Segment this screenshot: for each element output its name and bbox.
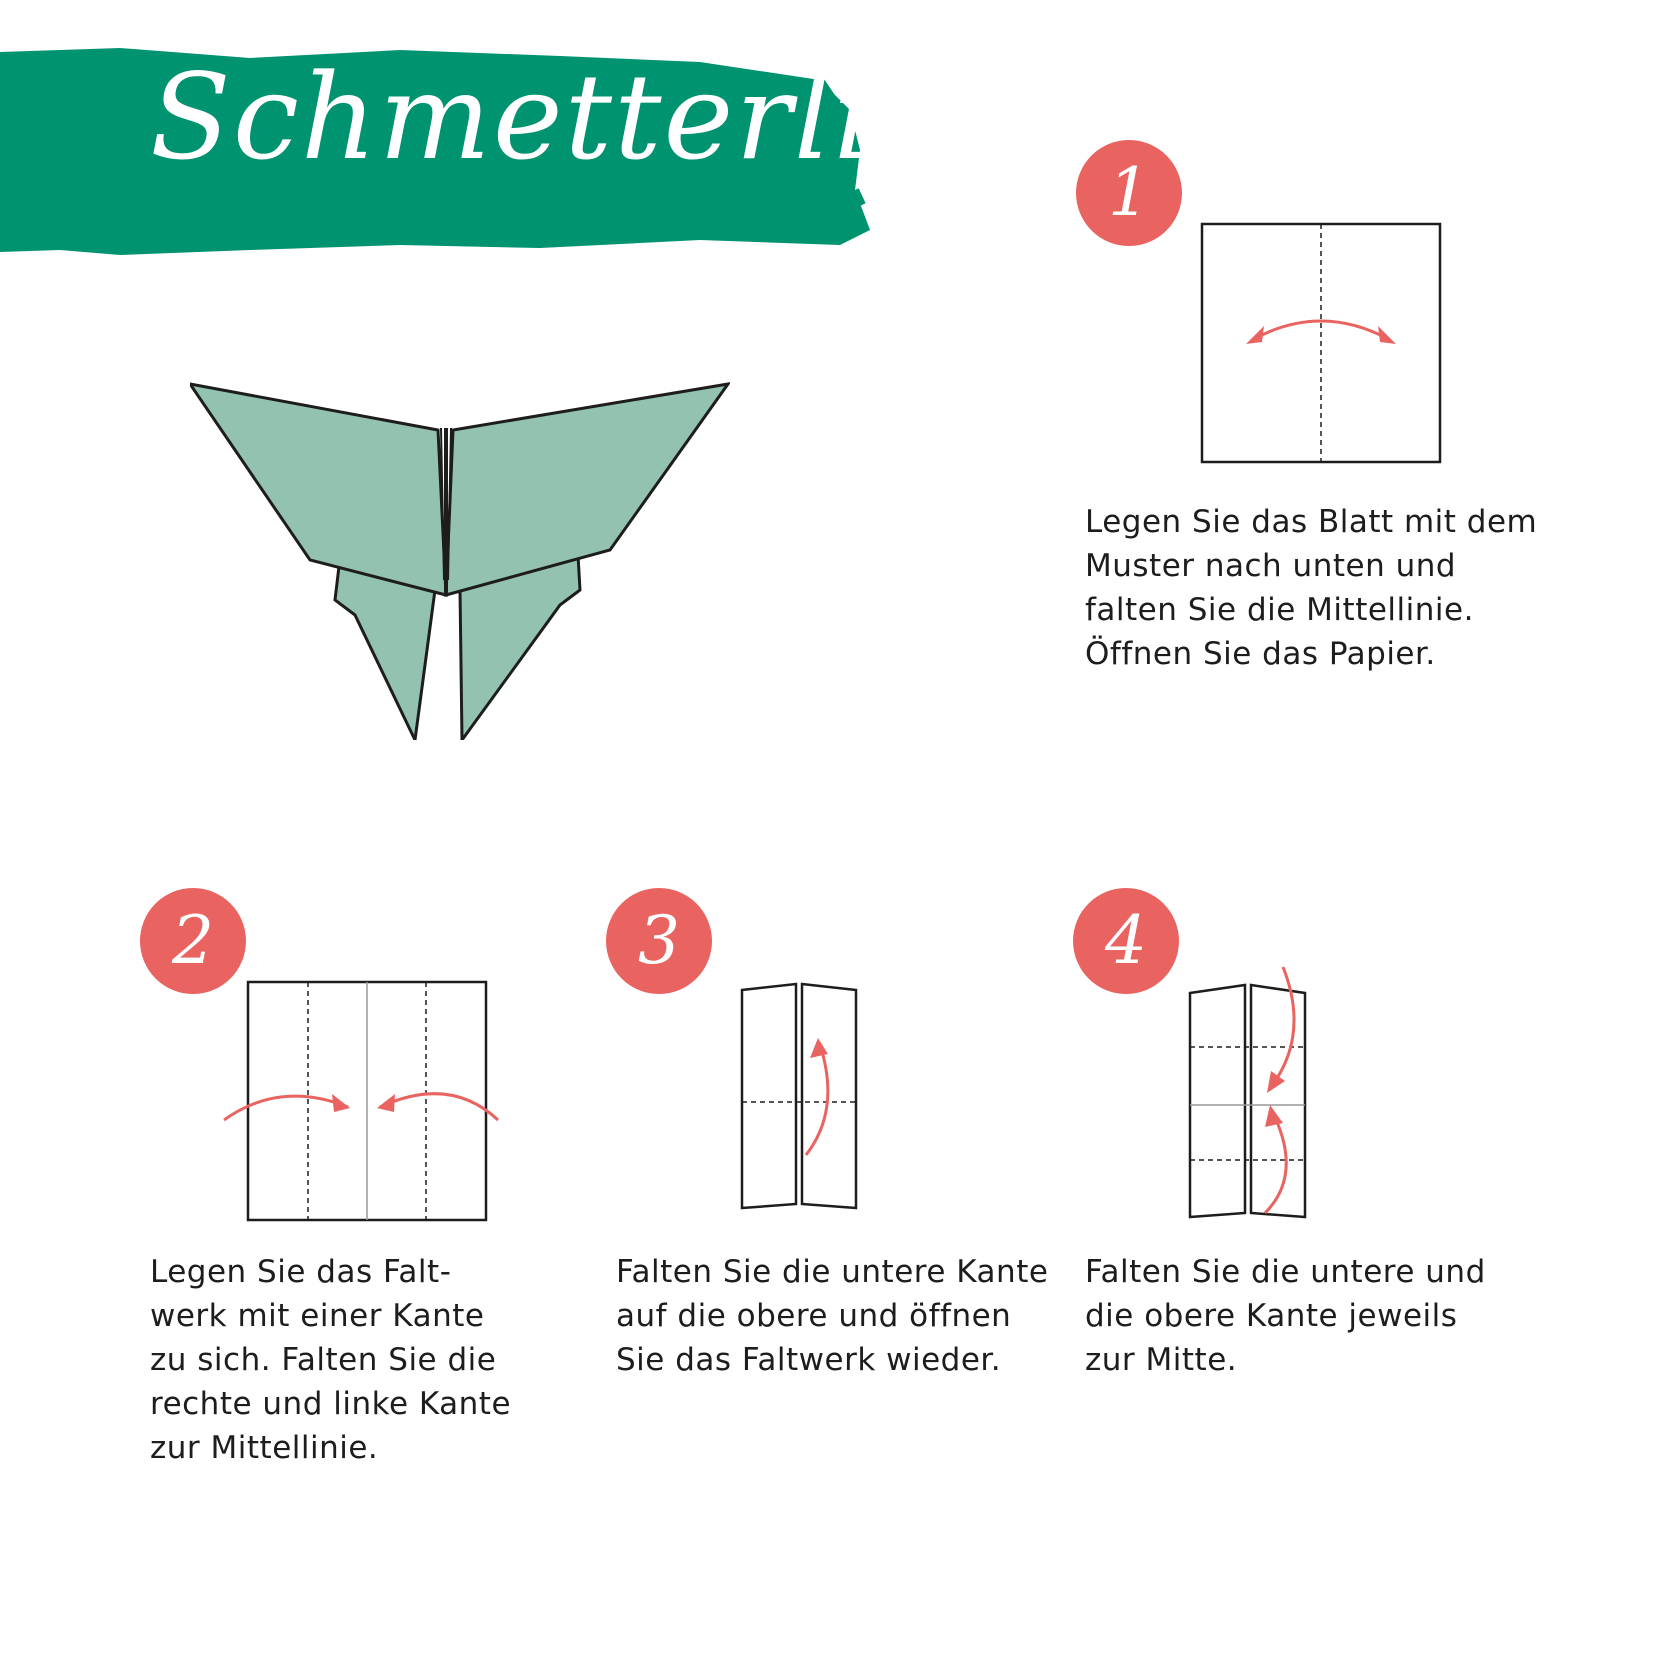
step-1-badge: 1: [1076, 140, 1182, 246]
step-3-text: Falten Sie die untere Kante auf die obere und öffnen Sie das Faltwerk wieder.: [616, 1254, 1049, 1378]
step-1-diagram: [1200, 222, 1450, 472]
step-4-badge: 4: [1073, 888, 1179, 994]
step-3-diagram: [736, 980, 866, 1220]
step-3-badge: 3: [606, 888, 712, 994]
butterfly-illustration: [190, 380, 730, 740]
page-title: Schmetterling: [150, 48, 1029, 186]
step-4-text: Falten Sie die untere und die obere Kante jeweils zur Mitte.: [1085, 1254, 1486, 1378]
step-2-diagram: [220, 980, 510, 1230]
step-1-text: Legen Sie das Blatt mit dem Muster nach unten und falten Sie die Mittellinie. Öffnen Sie das Papier.: [1085, 504, 1538, 672]
step-2-badge: 2: [140, 888, 246, 994]
step-4-diagram: [1185, 965, 1335, 1225]
upper-left-wing: [190, 384, 446, 595]
upper-right-wing: [446, 384, 728, 595]
step-2-text: Legen Sie das Falt- werk mit einer Kante zu sich. Falten Sie die rechte und linke Kante zur Mittellinie.: [150, 1254, 512, 1466]
